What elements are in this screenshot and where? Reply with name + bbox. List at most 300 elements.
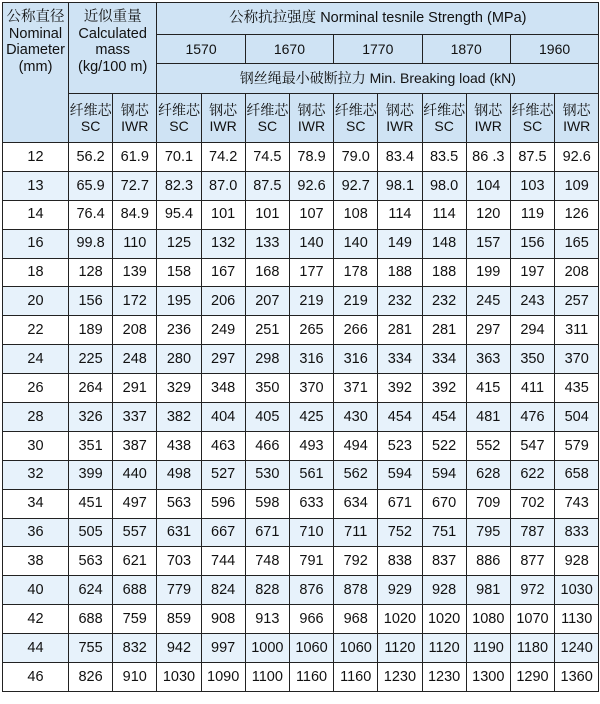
breaking-load-cell: 74.5 [245, 143, 289, 172]
core-type-iwr [466, 94, 510, 143]
breaking-load-cell: 1230 [422, 663, 466, 692]
mass-cell: 65.9 [69, 171, 113, 200]
breaking-load-cell: 411 [510, 374, 554, 403]
core-type-cn: 钢芯 [385, 101, 414, 118]
breaking-load-cell: 748 [245, 547, 289, 576]
breaking-load-cell: 1030 [555, 576, 599, 605]
breaking-load-cell: 658 [555, 460, 599, 489]
table-body [3, 143, 599, 692]
diameter-cell: 44 [3, 634, 69, 663]
breaking-load-cell: 631 [157, 518, 201, 547]
core-type-en: IWR [563, 118, 591, 134]
breaking-load-cell: 908 [201, 605, 245, 634]
breaking-load-cell: 463 [201, 431, 245, 460]
diameter-cell: 16 [3, 229, 69, 258]
table-row [3, 576, 599, 605]
breaking-load-cell: 109 [555, 171, 599, 200]
breaking-load-cell: 98.0 [422, 171, 466, 200]
breaking-load-cell: 404 [201, 403, 245, 432]
breaking-load-cell: 1240 [555, 634, 599, 663]
breaking-load-cell: 1290 [510, 663, 554, 692]
diameter-header-en2: Diameter [6, 42, 65, 59]
breaking-load-cell: 92.7 [334, 171, 378, 200]
breaking-load-cell: 966 [289, 605, 333, 634]
breaking-load-cell: 114 [422, 200, 466, 229]
diameter-cell: 22 [3, 316, 69, 345]
core-type-iwr [378, 94, 422, 143]
breaking-load-cell: 158 [157, 258, 201, 287]
breaking-load-cell: 886 [466, 547, 510, 576]
core-type-iwr [201, 94, 245, 143]
breaking-load-cell: 997 [201, 634, 245, 663]
breaking-load-cell: 92.6 [289, 171, 333, 200]
mass-cell: 451 [69, 489, 113, 518]
core-type-sc [510, 94, 554, 143]
breaking-load-cell: 370 [289, 374, 333, 403]
breaking-load-cell: 1030 [157, 663, 201, 692]
breaking-load-cell: 281 [378, 316, 422, 345]
breaking-load-cell: 530 [245, 460, 289, 489]
breaking-load-cell: 206 [201, 287, 245, 316]
mass-cell: 351 [69, 431, 113, 460]
breaking-load-cell: 316 [289, 345, 333, 374]
breaking-load-cell: 188 [378, 258, 422, 287]
mass-cell: 72.7 [113, 171, 157, 200]
breaking-load-cell: 928 [555, 547, 599, 576]
diameter-header-en1: Nominal [8, 25, 63, 42]
breaking-load-cell: 1230 [378, 663, 422, 692]
table-row [3, 489, 599, 518]
breaking-load-cell: 177 [289, 258, 333, 287]
mass-cell: 832 [113, 634, 157, 663]
breaking-load-cell: 671 [378, 489, 422, 518]
core-type-en: SC [169, 118, 189, 134]
breaking-load-cell: 297 [201, 345, 245, 374]
mass-cell: 387 [113, 431, 157, 460]
breaking-load-cell: 561 [289, 460, 333, 489]
mass-cell: 688 [69, 605, 113, 634]
breaking-load-cell: 671 [245, 518, 289, 547]
core-type-cn: 纤维芯 [69, 101, 112, 118]
breaking-load-cell: 552 [466, 431, 510, 460]
diameter-cell: 40 [3, 576, 69, 605]
mass-cell: 128 [69, 258, 113, 287]
breaking-load-cell: 251 [245, 316, 289, 345]
diameter-header-cn: 公称直径 [6, 9, 65, 25]
table-row [3, 374, 599, 403]
table-row [3, 171, 599, 200]
breaking-load-cell: 350 [510, 345, 554, 374]
core-type-iwr [555, 94, 599, 143]
breaking-load-cell: 83.5 [422, 143, 466, 172]
core-type-cn: 钢芯 [120, 101, 149, 118]
breaking-load-cell: 634 [334, 489, 378, 518]
breaking-load-cell: 78.9 [289, 143, 333, 172]
breaking-load-cell: 219 [334, 287, 378, 316]
mass-cell: 755 [69, 634, 113, 663]
table-row [3, 200, 599, 229]
breaking-load-cell: 311 [555, 316, 599, 345]
mass-cell: 624 [69, 576, 113, 605]
core-type-cn: 钢芯 [209, 101, 238, 118]
wire-rope-strength-table [2, 2, 599, 692]
mass-header-en2: mass [95, 42, 131, 59]
breaking-load-cell: 972 [510, 576, 554, 605]
breaking-load-cell: 168 [245, 258, 289, 287]
core-type-cn: 纤维芯 [511, 101, 554, 118]
breaking-load-cell: 876 [289, 576, 333, 605]
breaking-load-cell: 415 [466, 374, 510, 403]
diameter-cell: 32 [3, 460, 69, 489]
diameter-cell: 24 [3, 345, 69, 374]
core-type-cn: 纤维芯 [246, 101, 289, 118]
diameter-cell: 34 [3, 489, 69, 518]
breaking-load-cell: 622 [510, 460, 554, 489]
breaking-load-cell: 913 [245, 605, 289, 634]
core-type-cn: 钢芯 [562, 101, 591, 118]
breaking-load-cell: 928 [422, 576, 466, 605]
breaking-load-cell: 199 [466, 258, 510, 287]
breaking-load-cell: 126 [555, 200, 599, 229]
core-type-sc [422, 94, 466, 143]
breaking-load-cell: 743 [555, 489, 599, 518]
breaking-load-cell: 363 [466, 345, 510, 374]
breaking-load-cell: 670 [422, 489, 466, 518]
breaking-load-cell: 83.4 [378, 143, 422, 172]
breaking-load-cell: 792 [334, 547, 378, 576]
mass-header-unit: (kg/100 m) [78, 59, 148, 76]
diameter-cell: 38 [3, 547, 69, 576]
breaking-load-cell: 243 [510, 287, 554, 316]
breaking-load-cell: 74.2 [201, 143, 245, 172]
breaking-load-cell: 795 [466, 518, 510, 547]
breaking-load-cell: 1300 [466, 663, 510, 692]
mass-cell: 172 [113, 287, 157, 316]
breaking-load-cell: 1060 [334, 634, 378, 663]
mass-cell: 440 [113, 460, 157, 489]
core-type-en: SC [522, 118, 543, 134]
mass-cell: 264 [69, 374, 113, 403]
core-type-row [3, 94, 599, 143]
breaking-load-cell: 156 [510, 229, 554, 258]
breaking-load-cell: 711 [334, 518, 378, 547]
core-type-en: IWR [386, 118, 414, 134]
core-type-cn: 钢芯 [297, 101, 326, 118]
mass-cell: 326 [69, 403, 113, 432]
breaking-load-cell: 1120 [422, 634, 466, 663]
diameter-cell: 28 [3, 403, 69, 432]
breaking-load-cell: 101 [245, 200, 289, 229]
breaking-load-cell: 92.6 [555, 143, 599, 172]
breaking-load-cell: 316 [334, 345, 378, 374]
breaking-load-cell: 188 [422, 258, 466, 287]
mass-cell: 497 [113, 489, 157, 518]
breaking-load-cell: 752 [378, 518, 422, 547]
breaking-load-cell: 178 [334, 258, 378, 287]
breaking-load-cell: 523 [378, 431, 422, 460]
breaking-load-cell: 104 [466, 171, 510, 200]
mass-cell: 557 [113, 518, 157, 547]
breaking-load-cell: 392 [422, 374, 466, 403]
breaking-load-cell: 329 [157, 374, 201, 403]
breaking-load-cell: 79.0 [334, 143, 378, 172]
breaking-load-cell: 498 [157, 460, 201, 489]
breaking-load-cell: 114 [378, 200, 422, 229]
breaking-load-cell: 878 [334, 576, 378, 605]
table-row [3, 316, 599, 345]
mass-cell: 61.9 [113, 143, 157, 172]
breaking-load-cell: 133 [245, 229, 289, 258]
breaking-load-cell: 1080 [466, 605, 510, 634]
core-type-cn: 纤维芯 [157, 101, 200, 118]
mass-cell: 291 [113, 374, 157, 403]
table-row [3, 287, 599, 316]
core-type-en: IWR [297, 118, 326, 134]
breaking-load-cell: 392 [378, 374, 422, 403]
mass-cell: 399 [69, 460, 113, 489]
breaking-load-cell: 562 [334, 460, 378, 489]
breaking-load-cell: 382 [157, 403, 201, 432]
breaking-load-cell: 877 [510, 547, 554, 576]
breaking-load-cell: 435 [555, 374, 599, 403]
breaking-load-cell: 594 [378, 460, 422, 489]
grade-1870: 1870 [422, 35, 510, 64]
breaking-load-cell: 563 [157, 489, 201, 518]
breaking-load-cell: 1190 [466, 634, 510, 663]
breaking-load-cell: 208 [555, 258, 599, 287]
table-row [3, 518, 599, 547]
diameter-cell: 30 [3, 431, 69, 460]
breaking-load-cell: 103 [510, 171, 554, 200]
core-type-sc [69, 94, 113, 143]
breaking-load-cell: 140 [334, 229, 378, 258]
breaking-load-cell: 828 [245, 576, 289, 605]
breaking-load-cell: 70.1 [157, 143, 201, 172]
breaking-load-cell: 547 [510, 431, 554, 460]
grade-1570: 1570 [157, 35, 245, 64]
breaking-load-cell: 1180 [510, 634, 554, 663]
core-type-iwr [289, 94, 333, 143]
core-type-sc [245, 94, 289, 143]
breaking-load-cell: 197 [510, 258, 554, 287]
table-row [3, 229, 599, 258]
core-type-iwr [113, 94, 157, 143]
mass-cell: 225 [69, 345, 113, 374]
diameter-cell: 20 [3, 287, 69, 316]
breaking-load-cell: 709 [466, 489, 510, 518]
breaking-load-cell: 481 [466, 403, 510, 432]
core-type-en: SC [257, 118, 278, 134]
mass-cell: 337 [113, 403, 157, 432]
breaking-load-cell: 1020 [378, 605, 422, 634]
breaking-load-cell: 527 [201, 460, 245, 489]
diameter-cell: 14 [3, 200, 69, 229]
breaking-load-cell: 371 [334, 374, 378, 403]
breaking-load-cell: 87.5 [510, 143, 554, 172]
breaking-load-cell: 702 [510, 489, 554, 518]
breaking-load-cell: 787 [510, 518, 554, 547]
table-header [3, 3, 599, 143]
table-row [3, 345, 599, 374]
breaking-load-cell: 494 [334, 431, 378, 460]
breaking-load-cell: 942 [157, 634, 201, 663]
breaking-load-cell: 425 [289, 403, 333, 432]
breaking-load-cell: 245 [466, 287, 510, 316]
core-type-cn: 钢芯 [474, 101, 503, 118]
mass-header-cn: 近似重量 [83, 9, 142, 25]
breaking-load-cell: 165 [555, 229, 599, 258]
breaking-load-cell: 348 [201, 374, 245, 403]
breaking-load-cell: 149 [378, 229, 422, 258]
breaking-load-cell: 1130 [555, 605, 599, 634]
mass-cell: 505 [69, 518, 113, 547]
breaking-load-cell: 82.3 [157, 171, 201, 200]
mass-cell: 56.2 [69, 143, 113, 172]
diameter-header [3, 3, 69, 143]
core-type-en: SC [434, 118, 454, 134]
breaking-load-cell: 476 [510, 403, 554, 432]
breaking-load-cell: 257 [555, 287, 599, 316]
mass-cell: 759 [113, 605, 157, 634]
breaking-load-cell: 236 [157, 316, 201, 345]
breaking-load-cell: 294 [510, 316, 554, 345]
core-type-en: SC [80, 118, 101, 134]
diameter-header-unit: (mm) [18, 59, 53, 76]
table-row [3, 663, 599, 692]
breaking-load-cell: 703 [157, 547, 201, 576]
diameter-cell: 18 [3, 258, 69, 287]
breaking-load-cell: 594 [422, 460, 466, 489]
breaking-load-cell: 167 [201, 258, 245, 287]
breaking-load-cell: 249 [201, 316, 245, 345]
breaking-load-cell: 87.0 [201, 171, 245, 200]
core-type-en: SC [345, 118, 366, 134]
breaking-load-cell: 219 [289, 287, 333, 316]
breaking-load-cell: 119 [510, 200, 554, 229]
strength-title: 公称抗拉强度 Norminal tesnile Strength (MPa) [157, 3, 599, 35]
breaking-load-cell: 1000 [245, 634, 289, 663]
breaking-load-cell: 298 [245, 345, 289, 374]
diameter-cell: 46 [3, 663, 69, 692]
table-row [3, 403, 599, 432]
breaking-load-cell: 87.5 [245, 171, 289, 200]
mass-cell: 208 [113, 316, 157, 345]
breaking-load-cell: 1160 [334, 663, 378, 692]
breaking-load-cell: 280 [157, 345, 201, 374]
mass-cell: 826 [69, 663, 113, 692]
breaking-load-cell: 667 [201, 518, 245, 547]
table-row [3, 431, 599, 460]
breaking-load-cell: 232 [422, 287, 466, 316]
diameter-cell: 12 [3, 143, 69, 172]
core-type-cn: 纤维芯 [423, 101, 466, 118]
breaking-load-cell: 334 [378, 345, 422, 374]
breaking-load-cell: 837 [422, 547, 466, 576]
breaking-load-cell: 838 [378, 547, 422, 576]
diameter-cell: 36 [3, 518, 69, 547]
mass-cell: 910 [113, 663, 157, 692]
breaking-load-cell: 1100 [245, 663, 289, 692]
core-type-en: IWR [209, 118, 237, 134]
table-row [3, 258, 599, 287]
breaking-load-cell: 157 [466, 229, 510, 258]
breaking-load-cell: 108 [334, 200, 378, 229]
breaking-load-cell: 405 [245, 403, 289, 432]
breaking-load-cell: 633 [289, 489, 333, 518]
table-row [3, 547, 599, 576]
breaking-load-cell: 132 [201, 229, 245, 258]
breaking-load-cell: 929 [378, 576, 422, 605]
mass-cell: 139 [113, 258, 157, 287]
breaking-load-cell: 454 [422, 403, 466, 432]
diameter-cell: 26 [3, 374, 69, 403]
breaking-load-cell: 968 [334, 605, 378, 634]
breaking-load-cell: 1090 [201, 663, 245, 692]
breaking-load-cell: 710 [289, 518, 333, 547]
breaking-load-cell: 107 [289, 200, 333, 229]
breaking-load-cell: 522 [422, 431, 466, 460]
breaking-load-cell: 454 [378, 403, 422, 432]
mass-cell: 84.9 [113, 200, 157, 229]
grade-1960: 1960 [510, 35, 598, 64]
breaking-load-cell: 120 [466, 200, 510, 229]
breaking-load-cell: 281 [422, 316, 466, 345]
breaking-load-cell: 95.4 [157, 200, 201, 229]
breaking-load-cell: 791 [289, 547, 333, 576]
breaking-load-cell: 628 [466, 460, 510, 489]
mass-cell: 110 [113, 229, 157, 258]
core-type-en: IWR [121, 118, 149, 134]
grade-1670: 1670 [245, 35, 333, 64]
breaking-load-cell: 579 [555, 431, 599, 460]
breaking-load-cell: 430 [334, 403, 378, 432]
breaking-load-cell: 207 [245, 287, 289, 316]
mass-cell: 688 [113, 576, 157, 605]
breaking-load-cell: 438 [157, 431, 201, 460]
core-type-en: IWR [474, 118, 502, 134]
mass-cell: 99.8 [69, 229, 113, 258]
mass-cell: 76.4 [69, 200, 113, 229]
breaking-load-cell: 493 [289, 431, 333, 460]
breaking-load-cell: 101 [201, 200, 245, 229]
breaking-load-cell: 86 .3 [466, 143, 510, 172]
breaking-load-cell: 350 [245, 374, 289, 403]
breaking-load-cell: 98.1 [378, 171, 422, 200]
mass-cell: 563 [69, 547, 113, 576]
mass-cell: 248 [113, 345, 157, 374]
mass-header-en1: Calculated [78, 25, 147, 42]
breaking-load-cell: 232 [378, 287, 422, 316]
breaking-load-cell: 751 [422, 518, 466, 547]
grade-1770: 1770 [334, 35, 422, 64]
breaking-load-cell: 859 [157, 605, 201, 634]
breaking-load-cell: 195 [157, 287, 201, 316]
mass-cell: 189 [69, 316, 113, 345]
breaking-load-cell: 833 [555, 518, 599, 547]
core-type-sc [157, 94, 201, 143]
breaking-load-cell: 1160 [289, 663, 333, 692]
mass-header [69, 3, 157, 94]
table-row [3, 143, 599, 172]
breaking-load-cell: 466 [245, 431, 289, 460]
table-row [3, 605, 599, 634]
breaking-load-cell: 1020 [422, 605, 466, 634]
breaking-load-cell: 824 [201, 576, 245, 605]
breaking-load-cell: 981 [466, 576, 510, 605]
breaking-load-cell: 1070 [510, 605, 554, 634]
diameter-cell: 13 [3, 171, 69, 200]
breaking-load-cell: 596 [201, 489, 245, 518]
